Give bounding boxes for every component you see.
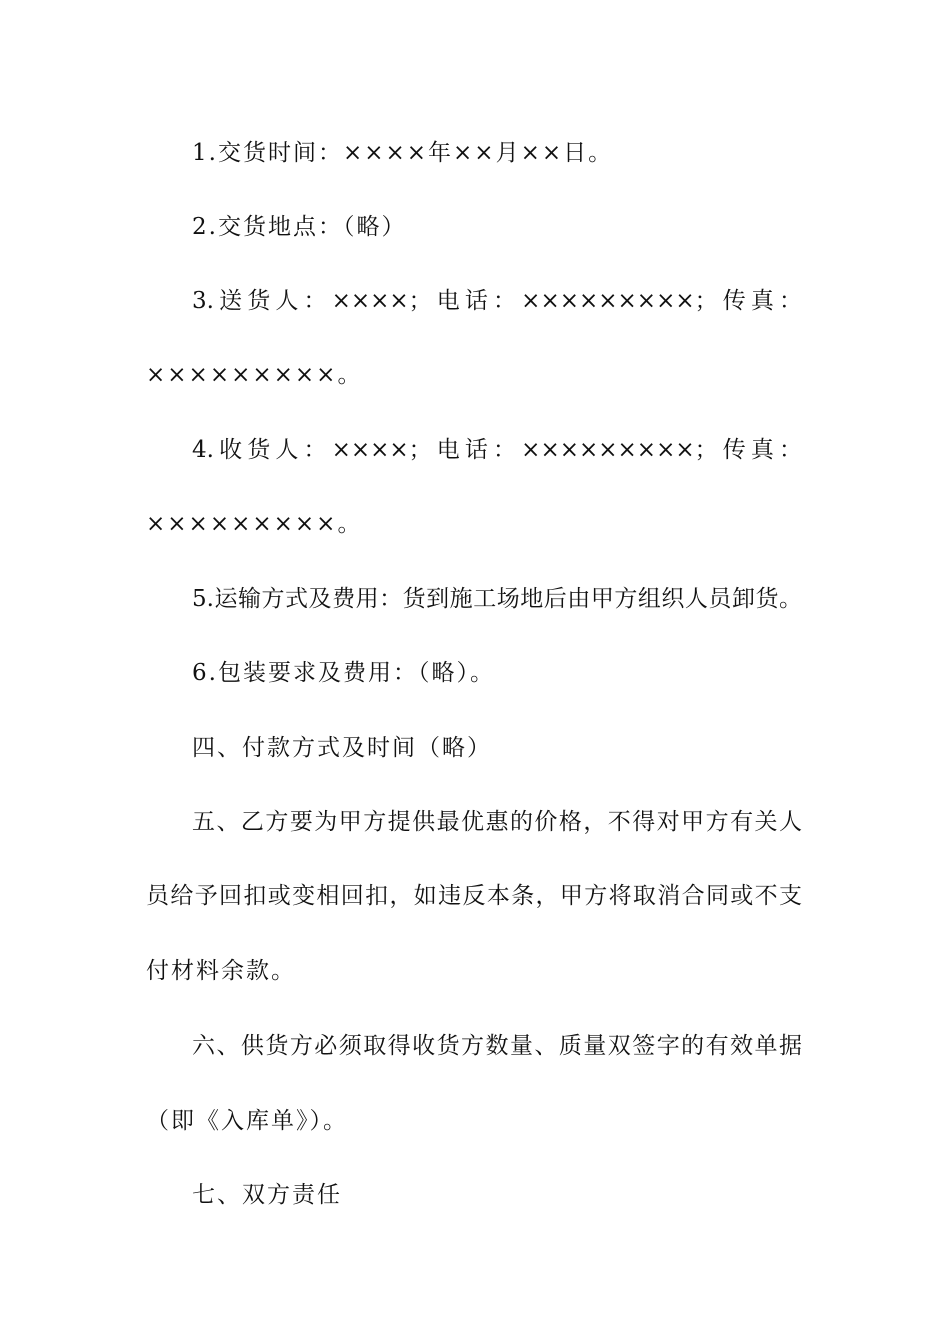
receiver-line: 4.收货人：××××；电话：×××××××××；传真：: [192, 437, 802, 463]
sender-line: 3.送货人：××××；电话：×××××××××；传真：: [192, 288, 802, 314]
packaging-line: 6.包装要求及费用：（略）。: [192, 660, 495, 686]
receiver-fax-line: ×××××××××。: [146, 511, 363, 537]
section-four-heading: 四、付款方式及时间（略）: [192, 735, 492, 761]
section-six-line-2: （即《入库单》）。: [146, 1108, 348, 1134]
delivery-place-line: 2.交货地点：（略）: [192, 214, 407, 240]
section-seven-heading: 七、双方责任: [192, 1182, 342, 1208]
section-five-line-2: 员给予回扣或变相回扣，如违反本条，甲方将取消合同或不支: [146, 883, 802, 909]
transport-line: 5.运输方式及费用：货到施工场地后由甲方组织人员卸货。: [192, 586, 802, 612]
section-six-line-1: 六、供货方必须取得收货方数量、质量双签字的有效单据: [192, 1033, 802, 1059]
sender-fax-line: ×××××××××。: [146, 362, 363, 388]
section-five-line-3: 付材料余款。: [146, 958, 296, 984]
section-five-line-1: 五、乙方要为甲方提供最优惠的价格，不得对甲方有关人: [192, 809, 802, 835]
delivery-time-line: 1.交货时间：××××年××月××日。: [192, 140, 614, 166]
